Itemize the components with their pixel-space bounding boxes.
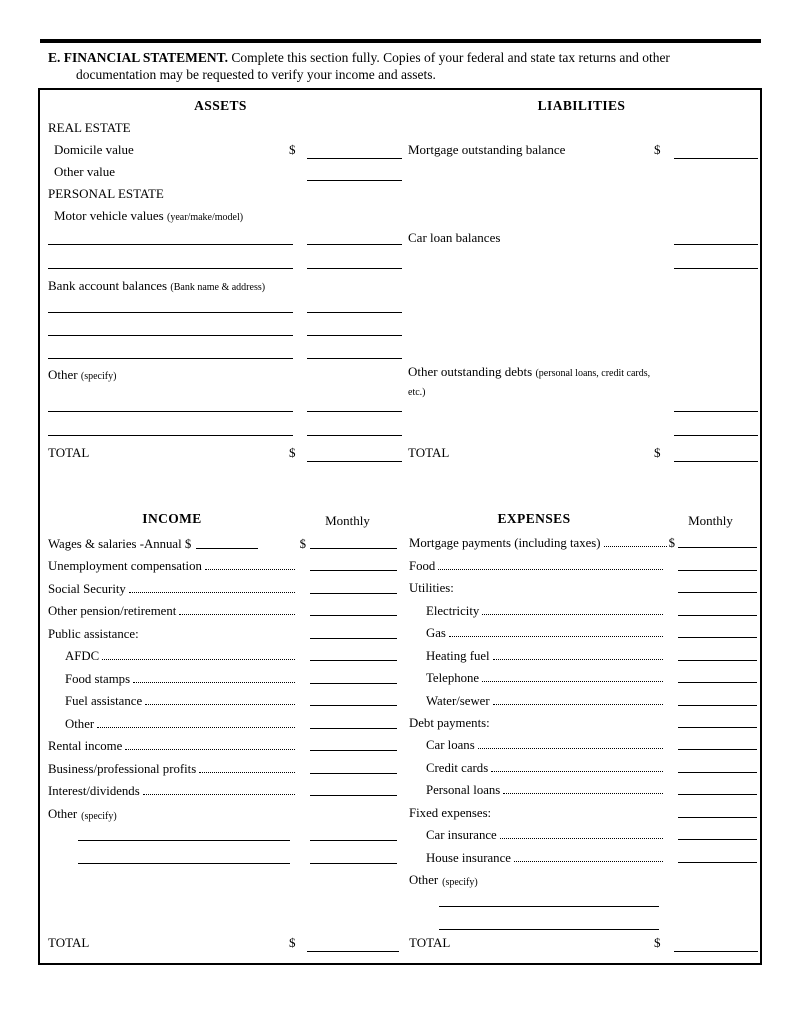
income-heading: INCOME [142, 511, 202, 526]
dotted-leader [125, 749, 295, 750]
expenses-heating-fuel-label: Heating fuel [426, 648, 490, 663]
income-business-label: Business/professional profits [48, 761, 197, 776]
domicile-value-label: Domicile value [54, 142, 134, 157]
income-pension-monthly-field[interactable] [310, 615, 397, 616]
bank-account-amount-1-field[interactable] [307, 312, 402, 313]
dotted-leader [482, 614, 663, 615]
expenses-row-debt-payments [409, 710, 757, 732]
top-rule [40, 39, 761, 43]
expenses-credit-cards-monthly-field[interactable] [678, 772, 757, 773]
income-assistance-other-monthly-field[interactable] [310, 728, 397, 729]
expenses-total-label: TOTAL [409, 935, 451, 950]
dotted-leader [145, 704, 295, 705]
income-interest-label: Interest/dividends [48, 784, 140, 798]
income-rows [48, 530, 397, 868]
expenses-other-line-2 [409, 911, 757, 933]
expenses-mortgage-monthly-field[interactable] [678, 547, 757, 548]
income-unemployment-label: Unemployment compensation [48, 559, 202, 573]
income-other-line-2 [48, 845, 397, 868]
expenses-heading: EXPENSES [497, 511, 571, 526]
expenses-row-other-specify [409, 867, 757, 889]
car-loan-amount-1-field[interactable] [674, 244, 758, 245]
expenses-gas-label: Gas [426, 626, 446, 641]
income-other-monthly-1-field[interactable] [310, 840, 397, 841]
income-pension-label: Other pension/retirement [48, 604, 177, 618]
expenses-telephone-label: Telephone [426, 671, 480, 686]
dotted-leader [102, 659, 295, 660]
dotted-leader [179, 614, 295, 615]
expenses-telephone-monthly-field[interactable] [678, 682, 757, 683]
income-fuel-assistance-label: Fuel assistance [65, 694, 143, 708]
expenses-utilities-monthly-field[interactable] [678, 592, 757, 593]
dotted-leader [514, 861, 663, 862]
domicile-dollar-sign: $ [289, 142, 296, 157]
income-other-line-1 [48, 823, 397, 846]
section-title: FINANCIAL STATEMENT. [63, 50, 229, 65]
bank-accounts-note: (Bank name & address) [170, 282, 266, 293]
income-food-stamps-monthly-field[interactable] [310, 683, 397, 684]
mortgage-dollar-sign: $ [654, 142, 661, 157]
expenses-monthly-heading: Monthly [688, 513, 733, 528]
motor-vehicle-label [54, 208, 243, 226]
income-public-assistance-monthly-field[interactable] [310, 638, 397, 639]
expenses-total-dollar-sign: $ [654, 935, 661, 950]
expenses-row-heating-fuel [409, 642, 757, 664]
motor-vehicle-line-2-field[interactable] [48, 268, 293, 269]
expenses-house-insurance-monthly-field[interactable] [678, 862, 757, 863]
bank-accounts-label-text: Bank account balances [48, 278, 168, 293]
car-loan-balances-label: Car loan balances [408, 230, 501, 245]
income-other-note: (specify) [81, 810, 117, 822]
dotted-leader [133, 682, 295, 683]
expenses-house-insurance-label: House insurance [426, 850, 511, 865]
assets-total-field[interactable] [307, 461, 402, 462]
expenses-row-credit-cards [409, 754, 757, 776]
financial-statement-form [38, 88, 762, 965]
mortgage-balance-field[interactable] [674, 158, 758, 159]
income-other-monthly-2-field[interactable] [310, 863, 397, 864]
income-row-rental [48, 733, 397, 756]
income-afdc-monthly-field[interactable] [310, 660, 397, 661]
other-value-label: Other value [54, 164, 116, 179]
motor-vehicle-line-1-field[interactable] [48, 244, 293, 245]
income-food-stamps-label: Food stamps [65, 671, 131, 686]
mortgage-balance-label: Mortgage outstanding balance [408, 142, 566, 157]
expenses-row-fixed-expenses [409, 799, 757, 821]
income-row-afdc [48, 643, 397, 666]
liabilities-heading: LIABILITIES [537, 98, 626, 113]
liabilities-other-amount-1-field[interactable] [674, 411, 758, 412]
income-row-pension [48, 598, 397, 621]
income-other-line-1-field[interactable] [78, 840, 290, 841]
income-total-field[interactable] [307, 951, 399, 952]
dotted-leader [604, 546, 667, 547]
expenses-personal-loans-label: Personal loans [426, 783, 501, 798]
assets-total-label: TOTAL [48, 445, 90, 460]
expenses-other-line-2-field[interactable] [439, 929, 659, 930]
assets-other-note: (specify) [80, 371, 117, 382]
motor-vehicle-amount-1-field[interactable] [307, 244, 402, 245]
income-row-unemployment [48, 553, 397, 576]
income-row-other-specify [48, 800, 397, 823]
expenses-fixed-expenses-monthly-field[interactable] [678, 817, 757, 818]
income-row-public-assistance [48, 620, 397, 643]
liabilities-other-amount-2-field[interactable] [674, 435, 758, 436]
income-unemployment-monthly-field[interactable] [310, 570, 397, 571]
bank-account-line-3-field[interactable] [48, 358, 293, 359]
income-rental-label: Rental income [48, 739, 123, 753]
liabilities-other-note: (personal loans, credit cards, etc.) [408, 368, 651, 398]
income-row-fuel-assistance [48, 688, 397, 711]
dotted-leader [503, 793, 663, 794]
expenses-row-personal-loans [409, 777, 757, 799]
liabilities-other-label [408, 363, 670, 401]
income-interest-monthly-field[interactable] [310, 795, 397, 796]
section-instructions-line1: Complete this section fully. Copies of your federal and state tax returns and other [231, 50, 670, 65]
expenses-row-car-insurance [409, 822, 757, 844]
bank-account-line-1-field[interactable] [48, 312, 293, 313]
expenses-row-food [409, 552, 757, 574]
income-fuel-assistance-monthly-field[interactable] [310, 705, 397, 706]
car-loan-amount-2-field[interactable] [674, 268, 758, 269]
expenses-water-sewer-monthly-field[interactable] [678, 705, 757, 706]
income-row-assistance-other [48, 710, 397, 733]
dotted-leader [438, 569, 663, 570]
expenses-food-monthly-field[interactable] [678, 570, 757, 571]
expenses-row-water-sewer [409, 687, 757, 709]
liabilities-total-label: TOTAL [408, 445, 450, 460]
other-value-field[interactable] [307, 180, 402, 181]
expenses-other-note: (specify) [442, 877, 478, 888]
income-row-wages [48, 530, 397, 553]
section-header [48, 49, 762, 83]
income-wages-label: Wages & salaries -Annual $ [48, 536, 192, 551]
income-row-business [48, 755, 397, 778]
expenses-electricity-monthly-field[interactable] [678, 615, 757, 616]
dotted-leader [205, 569, 295, 570]
expenses-gas-monthly-field[interactable] [678, 637, 757, 638]
expenses-rows [409, 530, 757, 934]
dotted-leader [199, 772, 295, 773]
assets-other-line-2-field[interactable] [48, 435, 293, 436]
income-total-label: TOTAL [48, 935, 90, 950]
assets-other-label [48, 367, 116, 385]
motor-vehicle-label-text: Motor vehicle values [54, 208, 164, 223]
income-social-security-label: Social Security [48, 581, 126, 596]
expenses-car-loans-label: Car loans [426, 738, 475, 753]
liabilities-total-field[interactable] [674, 461, 758, 462]
expenses-total-field[interactable] [674, 951, 758, 952]
expenses-other-label: Other [409, 873, 439, 887]
expenses-row-telephone [409, 665, 757, 687]
liabilities-other-label-text: Other outstanding debts [408, 364, 533, 379]
domicile-value-field[interactable] [307, 158, 402, 159]
dotted-leader [493, 704, 663, 705]
income-wages-monthly-dollar-sign: $ [299, 536, 306, 551]
expenses-row-electricity [409, 597, 757, 619]
income-row-food-stamps [48, 665, 397, 688]
assets-total-dollar-sign: $ [289, 445, 296, 460]
expenses-row-car-loans [409, 732, 757, 754]
expenses-car-loans-monthly-field[interactable] [678, 749, 757, 750]
dotted-leader [143, 794, 295, 795]
expenses-other-line-1-field[interactable] [439, 906, 659, 907]
expenses-mortgage-dollar-sign: $ [668, 536, 675, 551]
section-header-line1 [48, 49, 762, 66]
expenses-other-line-1 [409, 889, 757, 911]
expenses-fixed-expenses-label: Fixed expenses: [409, 805, 492, 820]
expenses-credit-cards-label: Credit cards [426, 760, 489, 775]
dotted-leader [97, 727, 295, 728]
assets-other-line-1-field[interactable] [48, 411, 293, 412]
income-public-assistance-label: Public assistance: [48, 626, 139, 641]
expenses-debt-payments-monthly-field[interactable] [678, 727, 757, 728]
expenses-car-insurance-label: Car insurance [426, 828, 497, 843]
income-business-monthly-field[interactable] [310, 773, 397, 774]
expenses-row-utilities [409, 575, 757, 597]
section-instructions-line2: documentation may be requested to verify your income and assets. [76, 67, 436, 82]
section-letter: E. [48, 50, 61, 65]
motor-vehicle-note: (year/make/model) [167, 212, 244, 223]
income-monthly-heading: Monthly [325, 513, 370, 528]
bank-accounts-label [48, 278, 265, 296]
liabilities-total-dollar-sign: $ [654, 445, 661, 460]
dotted-leader [482, 681, 663, 682]
expenses-row-mortgage [409, 530, 757, 552]
dotted-leader [491, 771, 663, 772]
bank-account-amount-2-field[interactable] [307, 335, 402, 336]
expenses-debt-payments-label: Debt payments: [409, 715, 490, 730]
motor-vehicle-amount-2-field[interactable] [307, 268, 402, 269]
bank-account-line-2-field[interactable] [48, 335, 293, 336]
expenses-utilities-label: Utilities: [409, 581, 454, 596]
income-rental-monthly-field[interactable] [310, 750, 397, 751]
dotted-leader [478, 748, 663, 749]
expenses-food-label: Food [409, 558, 436, 573]
income-other-line-2-field[interactable] [78, 863, 290, 864]
assets-other-amount-2-field[interactable] [307, 435, 402, 436]
income-social-security-monthly-field[interactable] [310, 593, 397, 594]
expenses-mortgage-label: Mortgage payments (including taxes) [409, 536, 601, 551]
income-afdc-label: AFDC [65, 649, 100, 663]
bank-account-amount-3-field[interactable] [307, 358, 402, 359]
expenses-car-insurance-monthly-field[interactable] [678, 839, 757, 840]
income-wages-monthly-field[interactable] [310, 548, 397, 549]
expenses-electricity-label: Electricity [426, 603, 480, 618]
assets-heading: ASSETS [194, 98, 247, 113]
dotted-leader [500, 838, 663, 839]
income-assistance-other-label: Other [65, 716, 95, 731]
expenses-row-gas [409, 620, 757, 642]
dotted-leader [449, 636, 663, 637]
dotted-leader [129, 592, 295, 593]
expenses-row-house-insurance [409, 844, 757, 866]
expenses-personal-loans-monthly-field[interactable] [678, 794, 757, 795]
income-row-social-security [48, 575, 397, 598]
dotted-leader [493, 659, 663, 660]
assets-other-amount-1-field[interactable] [307, 411, 402, 412]
income-total-dollar-sign: $ [289, 935, 296, 950]
expenses-heating-fuel-monthly-field[interactable] [678, 660, 757, 661]
assets-other-label-text: Other [48, 367, 78, 382]
expenses-water-sewer-label: Water/sewer [426, 693, 490, 708]
income-wages-annual-field[interactable] [196, 548, 258, 549]
personal-estate-heading: PERSONAL ESTATE [48, 186, 164, 201]
income-other-label: Other [48, 806, 78, 821]
real-estate-heading: REAL ESTATE [48, 120, 131, 135]
income-row-interest [48, 778, 397, 801]
